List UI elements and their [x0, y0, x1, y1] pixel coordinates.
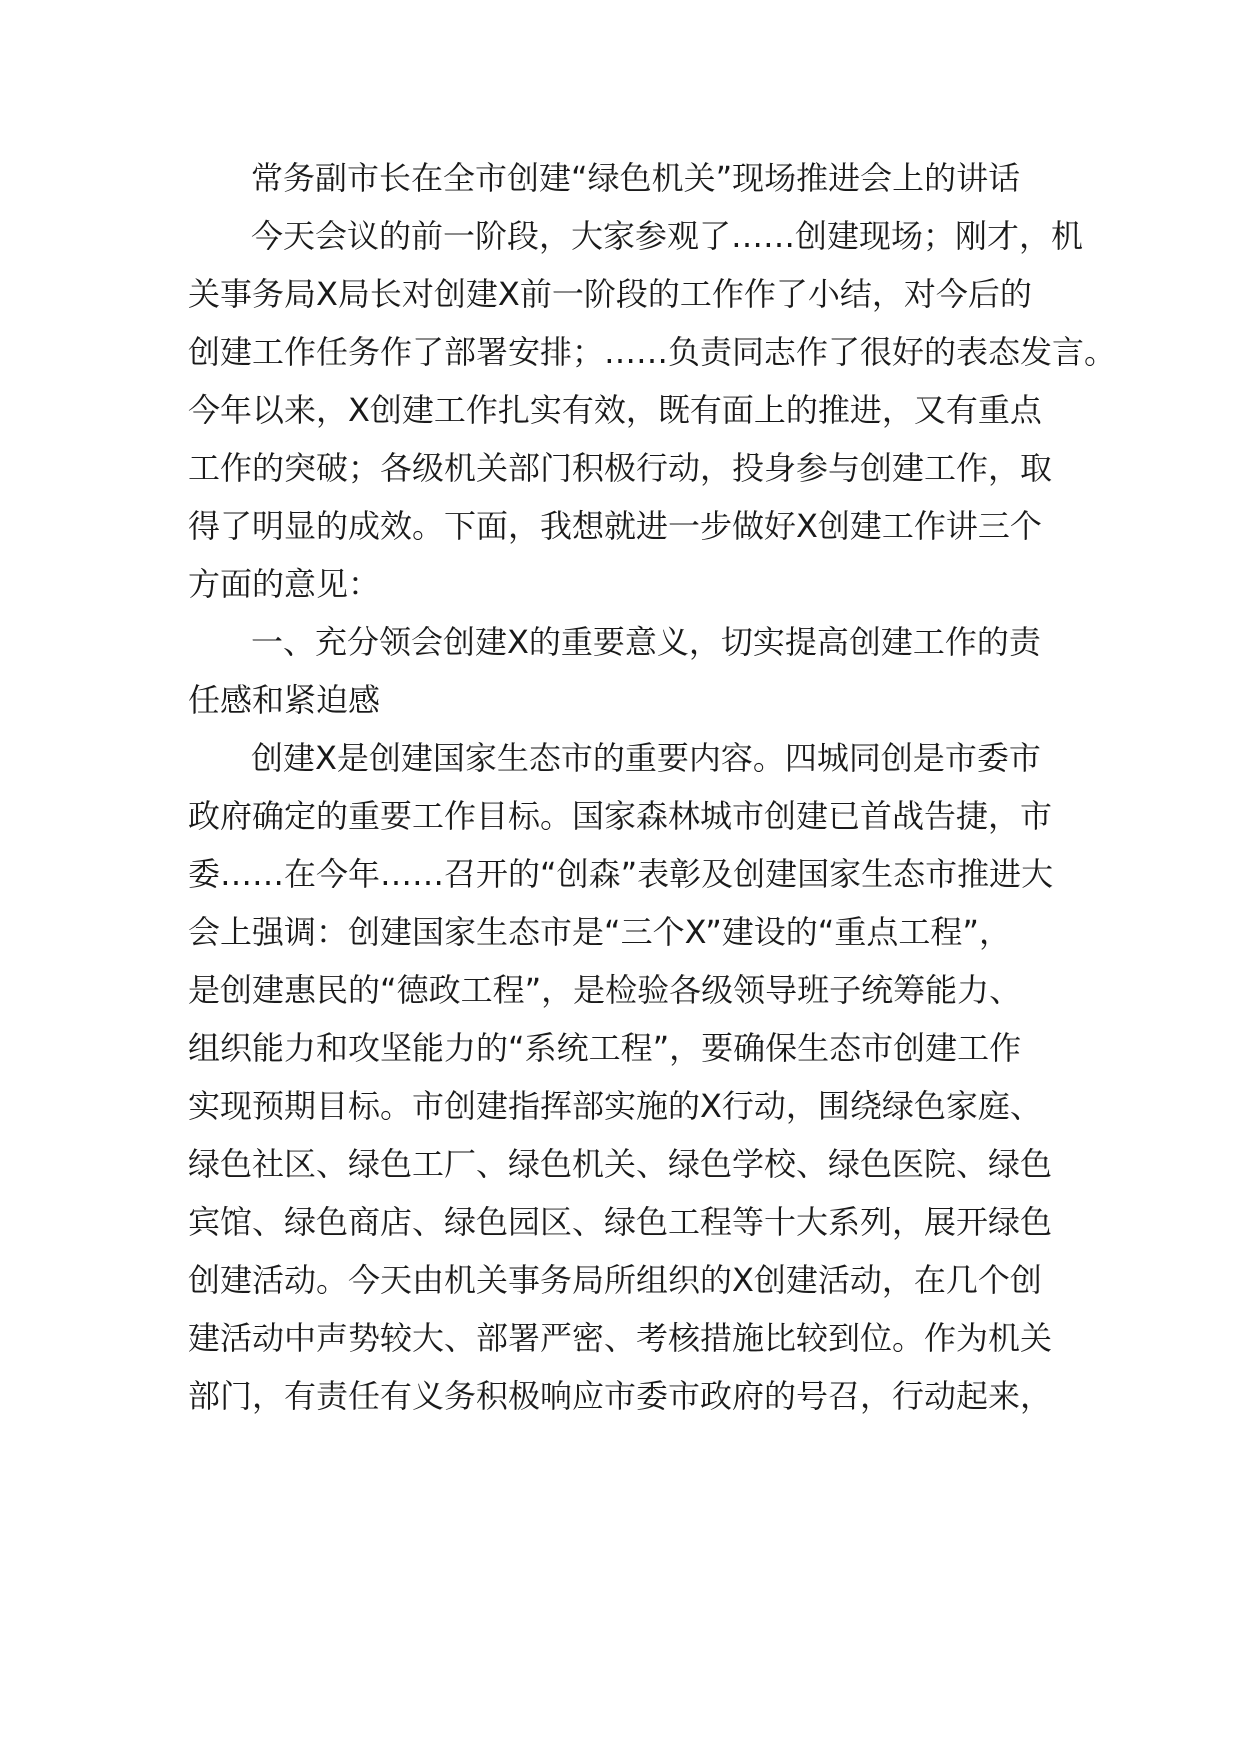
paragraph-line: 建活动中声势较大、部署严密、考核措施比较到位。作为机关: [188, 1319, 1053, 1357]
paragraph-line: 今天会议的前一阶段，大家参观了……创建现场；刚才，机: [251, 217, 1084, 255]
paragraph-line: 关事务局X局长对创建X前一阶段的工作作了小结，对今后的: [188, 275, 1032, 313]
paragraph-line: 实现预期目标。市创建指挥部实施的X行动，围绕绿色家庭、: [188, 1087, 1042, 1125]
paragraph-line: 创建X是创建国家生态市的重要内容。四城同创是市委市: [251, 739, 1041, 777]
paragraph-line: 创建工作任务作了部署安排；……负责同志作了很好的表态发言。: [188, 333, 1117, 371]
paragraph-line: 今年以来，X创建工作扎实有效，既有面上的推进，又有重点: [188, 391, 1042, 429]
paragraph-line: 部门，有责任有义务积极响应市委市政府的号召，行动起来，: [188, 1377, 1053, 1415]
paragraph-line: 政府确定的重要工作目标。国家森林城市创建已首战告捷，市: [188, 797, 1053, 835]
paragraph-line: 委……在今年……召开的“创森”表彰及创建国家生态市推进大: [188, 855, 1054, 893]
document-title: 常务副市长在全市创建“绿色机关”现场推进会上的讲话: [251, 159, 1021, 197]
paragraph-line: 组织能力和攻坚能力的“系统工程”，要确保生态市创建工作: [188, 1029, 1022, 1067]
paragraph-line: 创建活动。今天由机关事务局所组织的X创建活动，在几个创: [188, 1261, 1042, 1299]
paragraph-line: 宾馆、绿色商店、绿色园区、绿色工程等十大系列，展开绿色: [188, 1203, 1053, 1241]
paragraph-line: 方面的意见：: [188, 565, 381, 603]
paragraph-line: 会上强调：创建国家生态市是“三个X”建设的“重点工程”，: [188, 913, 1011, 951]
paragraph-line: 得了明显的成效。下面，我想就进一步做好X创建工作讲三个: [188, 507, 1042, 545]
paragraph-line: 是创建惠民的“德政工程”，是检验各级领导班子统筹能力、: [188, 971, 1022, 1009]
paragraph-line: 绿色社区、绿色工厂、绿色机关、绿色学校、绿色医院、绿色: [188, 1145, 1053, 1183]
paragraph-line: 工作的突破；各级机关部门积极行动，投身参与创建工作，取: [188, 449, 1053, 487]
section-heading-line: 任感和紧迫感: [188, 681, 381, 719]
section-heading-line: 一、充分领会创建X的重要意义，切实提高创建工作的责: [251, 623, 1041, 661]
